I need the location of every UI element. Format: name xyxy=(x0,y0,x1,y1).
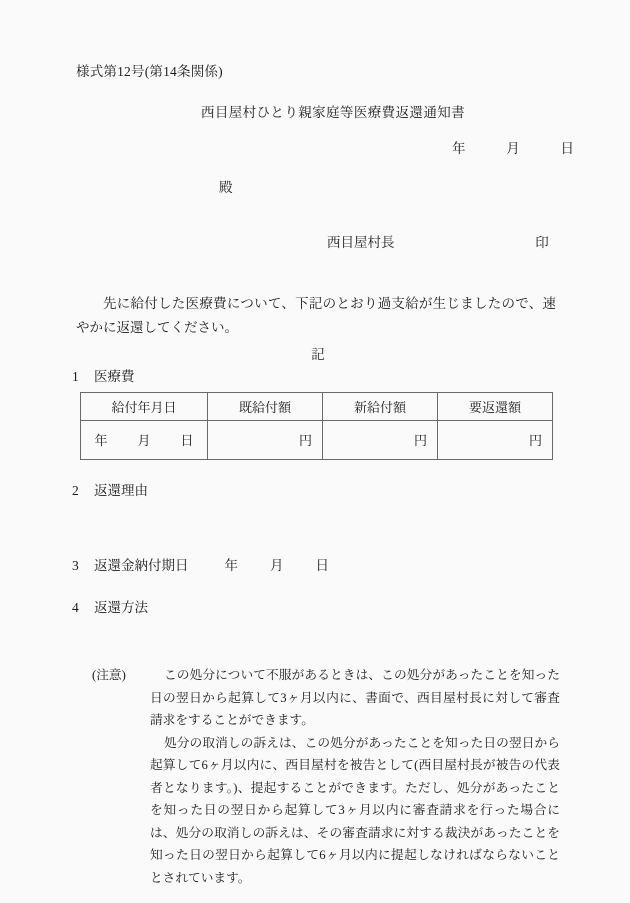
body-paragraph: 先に給付した医療費について、下記のとおり過支給が生じましたので、速やかに返還してください。 xyxy=(76,296,556,335)
addressee-marker: 殿 xyxy=(219,180,233,195)
issuer-line xyxy=(327,231,549,251)
section-2 xyxy=(72,479,148,499)
table-header-refund-amount: 要返還額 xyxy=(438,393,553,421)
payment-date-month: 月 xyxy=(137,433,151,448)
table-cell-refund-amount[interactable] xyxy=(438,421,553,460)
notice-paragraph-2: 処分の取消しの訴えは、この処分があったことを知った日の翌日から起算して6ヶ月以内に、西目屋村を被告として(西目屋村長が被告の代表者となります。)、提起することができます。ただし、処分があったことを知った日の翌日から起算して3ヶ月以内に審査請求を行った場合には、処分の取消しの訴えは、その審査請求に対する裁決があったことを知った日の翌日から起算して6ヶ月以内に提起しなければならないこととされています。 xyxy=(150,735,560,885)
table-header-row xyxy=(81,393,553,421)
issue-date-year: 年 xyxy=(452,141,466,156)
table-cell-payment-date[interactable] xyxy=(81,421,208,460)
section-4-label: 返還方法 xyxy=(94,600,148,615)
section-3-date-month: 月 xyxy=(270,558,284,573)
section-3 xyxy=(72,554,329,574)
payment-date-fields xyxy=(81,421,207,449)
issuer-seal-marker: 印 xyxy=(535,235,549,250)
section-4-number: 4 xyxy=(72,600,79,615)
document-title: 西目屋村ひとり親家庭等医療費返還通知書 xyxy=(200,105,466,120)
section-3-date-day: 日 xyxy=(315,558,329,573)
section-3-number: 3 xyxy=(72,558,79,573)
section-1-label: 医療費 xyxy=(94,369,135,384)
issue-date-day: 日 xyxy=(560,141,574,156)
section-2-label: 返還理由 xyxy=(94,483,148,498)
refund-amount-yen-unit: 円 xyxy=(528,433,542,448)
section-1 xyxy=(72,365,135,385)
table-header-previous-amount: 既給付額 xyxy=(208,393,323,421)
table-header-payment-date: 給付年月日 xyxy=(81,393,208,421)
section-2-number: 2 xyxy=(72,483,79,498)
notice-paragraph-1: この処分について不服があるときは、この処分があったことを知った日の翌日から起算して3ヶ月以内に、書面で、西目屋村長に対して審査請求をすることができます。 xyxy=(150,668,560,727)
issue-date-month: 月 xyxy=(506,141,520,156)
section-3-label: 返還金納付期日 xyxy=(94,558,189,573)
issuer-name: 西目屋村長 xyxy=(327,235,395,250)
form-number: 様式第12号(第14条関係) xyxy=(76,64,223,79)
table-cell-previous-amount[interactable] xyxy=(208,421,323,460)
medical-expense-table xyxy=(80,392,553,460)
section-3-date-year: 年 xyxy=(224,558,238,573)
previous-amount-yen-unit: 円 xyxy=(298,433,312,448)
section-3-date xyxy=(225,554,330,574)
notice-paragraph-1-row xyxy=(92,664,560,732)
notice-tag: (注意) xyxy=(92,668,126,682)
section-4 xyxy=(72,596,148,616)
new-amount-yen-unit: 円 xyxy=(413,433,427,448)
notice-block xyxy=(92,664,560,889)
table-header-new-amount: 新給付額 xyxy=(323,393,438,421)
table-cell-new-amount[interactable] xyxy=(323,421,438,460)
payment-date-day: 日 xyxy=(180,433,194,448)
section-1-number: 1 xyxy=(72,369,79,384)
issue-date-line xyxy=(452,137,574,157)
ki-mark: 記 xyxy=(311,347,325,362)
table-row xyxy=(81,421,553,460)
payment-date-year: 年 xyxy=(94,433,108,448)
